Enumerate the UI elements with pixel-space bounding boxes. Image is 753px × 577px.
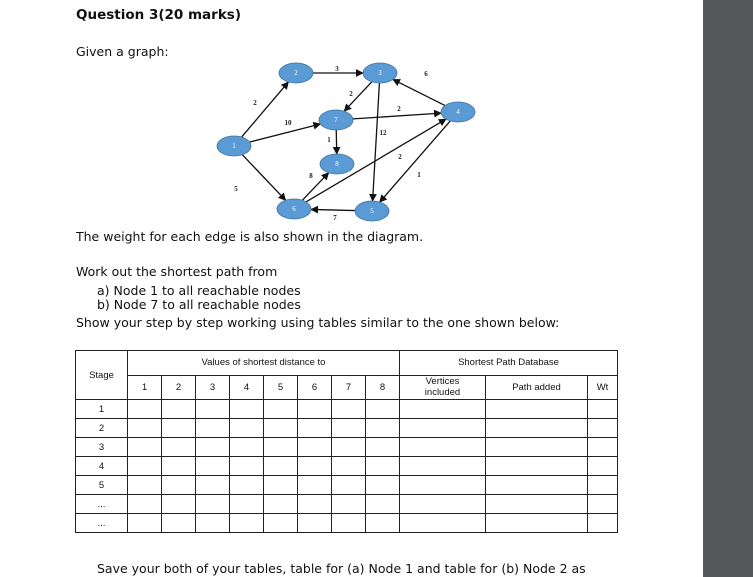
node-col-header: 8 — [366, 375, 400, 400]
graph-node — [441, 102, 475, 122]
table-row — [76, 419, 618, 438]
empty-cell — [128, 495, 162, 514]
node-col-header: 1 — [128, 375, 162, 400]
empty-cell — [366, 457, 400, 476]
path-added-header: Path added — [486, 375, 588, 400]
empty-cell — [264, 495, 298, 514]
empty-cell — [230, 476, 264, 495]
empty-cell — [264, 476, 298, 495]
empty-cell — [486, 476, 588, 495]
node-label: 2 — [294, 69, 298, 77]
graph-node — [319, 110, 353, 130]
empty-cell — [128, 457, 162, 476]
part-a: a) Node 1 to all reachable nodes — [97, 283, 301, 298]
empty-cell — [230, 495, 264, 514]
edge-weight-label: 2 — [349, 90, 353, 98]
stage-cell: 4 — [76, 457, 128, 476]
empty-cell — [162, 476, 196, 495]
empty-cell — [366, 495, 400, 514]
db-header: Shortest Path Database — [400, 351, 618, 376]
edge-3-5 — [373, 83, 380, 201]
task-text: Work out the shortest path from — [76, 264, 278, 279]
empty-cell — [588, 400, 618, 419]
empty-cell — [400, 457, 486, 476]
empty-cell — [588, 476, 618, 495]
empty-cell — [366, 514, 400, 533]
table-row — [76, 400, 618, 419]
empty-cell — [366, 476, 400, 495]
empty-cell — [486, 400, 588, 419]
footer-text: Save your both of your tables, table for (a) Node 1 and table for (b) Node 2 as — [97, 561, 586, 576]
empty-cell — [298, 476, 332, 495]
wt-header: Wt — [588, 375, 618, 400]
empty-cell — [128, 438, 162, 457]
empty-cell — [588, 457, 618, 476]
empty-cell — [588, 438, 618, 457]
empty-cell — [366, 400, 400, 419]
empty-cell — [400, 514, 486, 533]
values-header: Values of shortest distance to — [128, 351, 400, 376]
empty-cell — [298, 514, 332, 533]
node-label: 6 — [292, 205, 296, 213]
edge-7-4 — [353, 113, 441, 119]
node-label: 7 — [334, 116, 338, 124]
empty-cell — [400, 476, 486, 495]
empty-cell — [230, 438, 264, 457]
empty-cell — [162, 514, 196, 533]
empty-cell — [196, 514, 230, 533]
empty-cell — [162, 419, 196, 438]
viewer-side-panel — [703, 0, 753, 577]
graph-node — [320, 154, 354, 174]
edge-weight-label: 1 — [327, 136, 331, 144]
edge-1-6 — [242, 155, 285, 201]
table-row — [76, 457, 618, 476]
empty-cell — [588, 495, 618, 514]
edge-1-2 — [242, 82, 289, 137]
empty-cell — [162, 495, 196, 514]
node-label: 4 — [456, 108, 460, 116]
graph-node — [355, 201, 389, 221]
stage-rows — [76, 400, 618, 533]
empty-cell — [230, 400, 264, 419]
stage-cell: ... — [76, 495, 128, 514]
empty-cell — [332, 438, 366, 457]
empty-cell — [264, 400, 298, 419]
stages-table — [75, 350, 618, 533]
edge-weight-label: 2 — [397, 105, 401, 113]
node-col-header: 4 — [230, 375, 264, 400]
node-col-header: 3 — [196, 375, 230, 400]
empty-cell — [230, 514, 264, 533]
graph-nodes — [217, 63, 475, 221]
empty-cell — [486, 438, 588, 457]
edge-7-8 — [336, 130, 337, 154]
column-header-row — [76, 375, 618, 400]
table-row — [76, 476, 618, 495]
empty-cell — [366, 438, 400, 457]
empty-cell — [196, 419, 230, 438]
edge-weight-label: 2 — [398, 153, 402, 161]
vertices-label: Vertices — [425, 376, 460, 388]
empty-cell — [128, 400, 162, 419]
empty-cell — [162, 457, 196, 476]
empty-cell — [332, 514, 366, 533]
empty-cell — [162, 400, 196, 419]
included-label: included — [424, 387, 461, 399]
weight-note: The weight for each edge is also shown in the diagram. — [76, 229, 424, 244]
table-row — [76, 438, 618, 457]
node-label: 8 — [335, 160, 339, 168]
part-b: b) Node 7 to all reachable nodes — [97, 297, 301, 312]
empty-cell — [128, 514, 162, 533]
edge-5-6 — [311, 209, 355, 210]
edge-4-3 — [393, 79, 445, 105]
edge-weight-label: 10 — [284, 119, 292, 127]
empty-cell — [400, 438, 486, 457]
graph-diagram — [200, 58, 490, 226]
stage-cell: 5 — [76, 476, 128, 495]
empty-cell — [486, 457, 588, 476]
empty-cell — [196, 400, 230, 419]
empty-cell — [264, 514, 298, 533]
empty-cell — [264, 457, 298, 476]
empty-cell — [332, 400, 366, 419]
table-row — [76, 495, 618, 514]
stage-cell: 1 — [76, 400, 128, 419]
empty-cell — [486, 495, 588, 514]
graph-node — [277, 199, 311, 219]
graph-node — [363, 63, 397, 83]
node-col-header: 6 — [298, 375, 332, 400]
empty-cell — [332, 419, 366, 438]
edge-weight-label: 12 — [379, 129, 387, 137]
empty-cell — [332, 495, 366, 514]
edge-weight-label: 5 — [234, 185, 238, 193]
edge-weight-label: 8 — [309, 172, 313, 180]
stage-cell: 3 — [76, 438, 128, 457]
empty-cell — [298, 400, 332, 419]
node-label: 1 — [232, 142, 236, 150]
empty-cell — [588, 514, 618, 533]
empty-cell — [400, 495, 486, 514]
empty-cell — [264, 438, 298, 457]
empty-cell — [298, 419, 332, 438]
empty-cell — [400, 400, 486, 419]
edge-weight-label: 7 — [333, 214, 337, 222]
empty-cell — [162, 438, 196, 457]
empty-cell — [196, 438, 230, 457]
empty-cell — [332, 457, 366, 476]
question-title: Question 3(20 marks) — [76, 7, 242, 23]
empty-cell — [196, 495, 230, 514]
empty-cell — [128, 419, 162, 438]
node-label: 3 — [378, 69, 382, 77]
empty-cell — [486, 514, 588, 533]
instruction-text: Show your step by step working using tables similar to the one shown below: — [76, 315, 560, 330]
node-col-header: 2 — [162, 375, 196, 400]
vertices-included-header — [400, 375, 486, 400]
stage-header: Stage — [76, 351, 128, 400]
node-col-header: 7 — [332, 375, 366, 400]
empty-cell — [298, 457, 332, 476]
empty-cell — [196, 476, 230, 495]
empty-cell — [332, 476, 366, 495]
empty-cell — [230, 419, 264, 438]
node-label: 5 — [370, 207, 374, 215]
empty-cell — [366, 419, 400, 438]
edge-weight-label: 2 — [253, 99, 257, 107]
graph-node — [279, 63, 313, 83]
intro-text: Given a graph: — [76, 44, 169, 59]
empty-cell — [400, 419, 486, 438]
stage-cell: ... — [76, 514, 128, 533]
graph-node — [217, 136, 251, 156]
empty-cell — [264, 419, 298, 438]
empty-cell — [588, 419, 618, 438]
empty-cell — [230, 457, 264, 476]
empty-cell — [298, 438, 332, 457]
empty-cell — [128, 476, 162, 495]
edge-weight-label: 6 — [424, 70, 428, 78]
stage-cell: 2 — [76, 419, 128, 438]
node-col-header: 5 — [264, 375, 298, 400]
empty-cell — [196, 457, 230, 476]
edge-weight-label: 3 — [335, 65, 339, 73]
empty-cell — [486, 419, 588, 438]
edge-4-5 — [380, 121, 451, 202]
graph-edges — [234, 65, 450, 222]
empty-cell — [298, 495, 332, 514]
table-row — [76, 514, 618, 533]
edge-weight-label: 1 — [417, 171, 421, 179]
